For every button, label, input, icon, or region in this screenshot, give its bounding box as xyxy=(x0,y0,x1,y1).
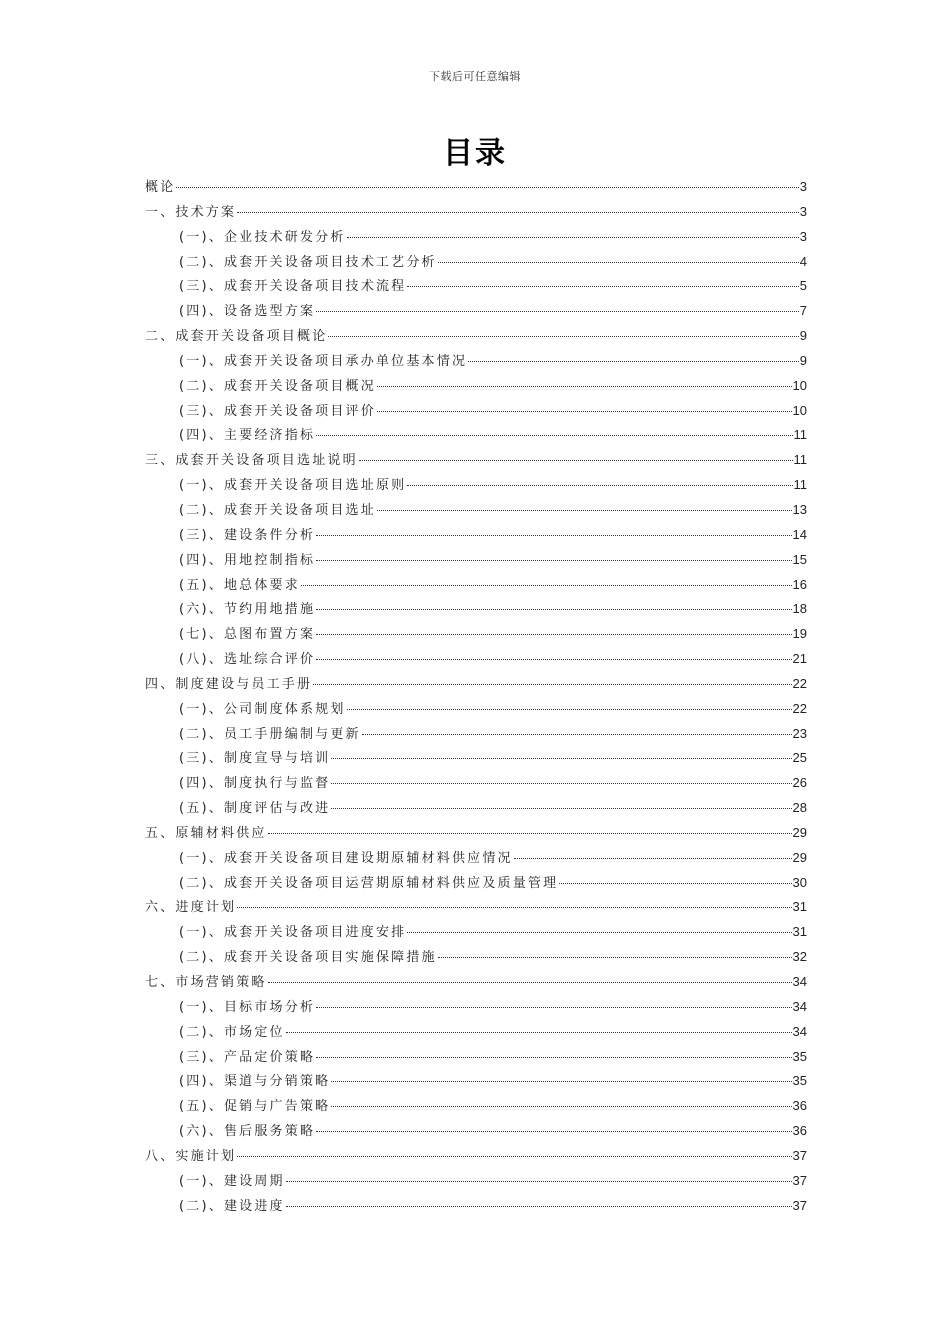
toc-dot-leader xyxy=(331,1106,791,1107)
toc-section-entry[interactable] xyxy=(145,523,807,548)
toc-page-number: 11 xyxy=(793,477,807,493)
toc-page-number: 11 xyxy=(793,427,807,443)
toc-entry-title: (四)、制度执行与监督 xyxy=(179,776,331,792)
toc-entry-title: (四)、渠道与分销策略 xyxy=(179,1074,331,1090)
toc-section-entry[interactable] xyxy=(145,498,807,523)
toc-page-number: 4 xyxy=(799,253,807,269)
toc-entry-title: (五)、制度评估与改进 xyxy=(179,801,331,817)
toc-section-entry[interactable] xyxy=(145,995,807,1020)
toc-section-entry[interactable] xyxy=(145,548,807,573)
toc-section-entry[interactable] xyxy=(145,1094,807,1119)
toc-page-number: 14 xyxy=(792,526,807,542)
toc-dot-leader xyxy=(316,311,799,312)
toc-section-entry[interactable] xyxy=(145,1069,807,1094)
toc-page-number: 13 xyxy=(792,501,807,517)
toc-section-entry[interactable] xyxy=(145,722,807,747)
toc-entry-title: (五)、促销与广告策略 xyxy=(179,1099,331,1115)
toc-section-entry[interactable] xyxy=(145,1169,807,1194)
toc-page-number: 28 xyxy=(792,800,807,816)
toc-section-entry[interactable] xyxy=(145,274,807,299)
toc-dot-leader xyxy=(286,1206,792,1207)
toc-page-number: 3 xyxy=(799,228,807,244)
toc-dot-leader xyxy=(377,510,792,511)
toc-dot-leader xyxy=(313,684,791,685)
toc-entry-title: 一、技术方案 xyxy=(145,204,237,220)
toc-entry-title: (二)、成套开关设备项目选址 xyxy=(179,502,376,518)
toc-section-entry[interactable] xyxy=(145,349,807,374)
toc-dot-leader xyxy=(316,1007,791,1008)
toc-entry-title: (三)、产品定价策略 xyxy=(179,1049,316,1065)
toc-section-entry[interactable] xyxy=(145,573,807,598)
toc-entry-title: (二)、市场定位 xyxy=(179,1024,285,1040)
toc-entry-title: (一)、建设周期 xyxy=(179,1173,285,1189)
toc-page-number: 37 xyxy=(792,1147,807,1163)
toc-section-entry[interactable] xyxy=(145,871,807,896)
toc-dot-leader xyxy=(362,734,792,735)
toc-dot-leader xyxy=(316,535,791,536)
toc-dot-leader xyxy=(316,609,791,610)
toc-page-number: 34 xyxy=(792,998,807,1014)
toc-page-number: 35 xyxy=(792,1048,807,1064)
toc-entry-title: (四)、用地控制指标 xyxy=(179,552,316,568)
toc-dot-leader xyxy=(286,1032,792,1033)
toc-dot-leader xyxy=(377,386,792,387)
toc-dot-leader xyxy=(237,1156,791,1157)
toc-page-number: 16 xyxy=(792,576,807,592)
toc-dot-leader xyxy=(237,907,791,908)
toc-entry-title: (一)、企业技术研发分析 xyxy=(179,229,346,245)
toc-page-number: 30 xyxy=(792,874,807,890)
toc-entry-title: 四、制度建设与员工手册 xyxy=(145,676,313,692)
toc-entry-title: (一)、成套开关设备项目选址原则 xyxy=(179,478,407,494)
toc-entry-title: (四)、主要经济指标 xyxy=(179,428,316,444)
toc-section-entry[interactable] xyxy=(145,945,807,970)
toc-dot-leader xyxy=(359,460,793,461)
toc-page-number: 26 xyxy=(792,775,807,791)
toc-page-number: 32 xyxy=(792,949,807,965)
toc-entry-title: (二)、成套开关设备项目运营期原辅材料供应及质量管理 xyxy=(179,875,559,891)
toc-chapter-entry[interactable] xyxy=(145,175,807,200)
toc-section-entry[interactable] xyxy=(145,473,807,498)
toc-entry-title: (八)、选址综合评价 xyxy=(179,652,316,668)
toc-dot-leader xyxy=(407,286,798,287)
toc-section-entry[interactable] xyxy=(145,846,807,871)
toc-page-number: 37 xyxy=(792,1172,807,1188)
toc-dot-leader xyxy=(438,957,792,958)
toc-dot-leader xyxy=(407,932,791,933)
toc-dot-leader xyxy=(286,1181,792,1182)
toc-page-number: 5 xyxy=(799,278,807,294)
toc-page-number: 21 xyxy=(792,651,807,667)
toc-dot-leader xyxy=(301,585,792,586)
toc-entry-title: (一)、成套开关设备项目建设期原辅材料供应情况 xyxy=(179,850,513,866)
toc-page-number: 23 xyxy=(792,725,807,741)
toc-entry-title: 三、成套开关设备项目选址说明 xyxy=(145,453,358,469)
toc-dot-leader xyxy=(407,485,792,486)
toc-section-entry[interactable] xyxy=(145,1045,807,1070)
toc-page-number: 11 xyxy=(793,452,807,468)
toc-page-number: 7 xyxy=(799,303,807,319)
toc-section-entry[interactable] xyxy=(145,771,807,796)
toc-dot-leader xyxy=(316,560,791,561)
toc-dot-leader xyxy=(347,237,799,238)
toc-chapter-entry[interactable] xyxy=(145,895,807,920)
toc-page-number: 9 xyxy=(799,352,807,368)
toc-entry-title: (六)、售后服务策略 xyxy=(179,1124,316,1140)
toc-page-number: 34 xyxy=(792,974,807,989)
toc-entry-title: 八、实施计划 xyxy=(145,1148,237,1164)
toc-entry-title: (一)、公司制度体系规划 xyxy=(179,701,346,717)
toc-dot-leader xyxy=(176,187,798,188)
toc-dot-leader xyxy=(331,808,791,809)
toc-page-number: 22 xyxy=(792,700,807,716)
table-of-contents xyxy=(145,175,807,1218)
toc-section-entry[interactable] xyxy=(145,1119,807,1144)
toc-title: 目录 xyxy=(443,136,507,171)
toc-page-number: 3 xyxy=(799,179,807,194)
toc-page-number: 36 xyxy=(792,1123,807,1139)
toc-dot-leader xyxy=(316,1131,791,1132)
toc-entry-title: 五、原辅材料供应 xyxy=(145,825,267,841)
toc-entry-title: (四)、设备选型方案 xyxy=(179,304,316,320)
toc-dot-leader xyxy=(316,1057,791,1058)
toc-page-number: 15 xyxy=(792,551,807,567)
toc-dot-leader xyxy=(331,1081,791,1082)
toc-chapter-entry[interactable] xyxy=(145,200,807,225)
toc-page-number: 22 xyxy=(792,675,807,691)
toc-dot-leader xyxy=(331,783,791,784)
toc-page-number: 31 xyxy=(792,899,807,915)
toc-section-entry[interactable] xyxy=(145,225,807,250)
toc-page-number: 36 xyxy=(792,1098,807,1114)
toc-entry-title: (二)、成套开关设备项目实施保障措施 xyxy=(179,950,437,966)
toc-chapter-entry[interactable] xyxy=(145,324,807,349)
toc-entry-title: (三)、制度宣导与培训 xyxy=(179,751,331,767)
toc-entry-title: 六、进度计划 xyxy=(145,900,237,916)
toc-section-entry[interactable] xyxy=(145,399,807,424)
toc-chapter-entry[interactable] xyxy=(145,821,807,846)
toc-section-entry[interactable] xyxy=(145,796,807,821)
toc-chapter-entry[interactable] xyxy=(145,448,807,473)
toc-page-number: 25 xyxy=(792,750,807,766)
toc-dot-leader xyxy=(316,659,791,660)
toc-section-entry[interactable] xyxy=(145,250,807,275)
toc-page-number: 3 xyxy=(799,203,807,219)
toc-dot-leader xyxy=(316,634,791,635)
toc-entry-title: (二)、建设进度 xyxy=(179,1198,285,1214)
toc-page-number: 31 xyxy=(792,924,807,940)
toc-entry-title: (一)、目标市场分析 xyxy=(179,999,316,1015)
toc-section-entry[interactable] xyxy=(145,647,807,672)
toc-dot-leader xyxy=(377,411,792,412)
toc-dot-leader xyxy=(347,709,792,710)
toc-dot-leader xyxy=(559,883,791,884)
toc-page-number: 9 xyxy=(799,328,807,344)
toc-section-entry[interactable] xyxy=(145,920,807,945)
page-header-note: 下载后可任意编辑 xyxy=(429,70,521,83)
toc-entry-title: (三)、建设条件分析 xyxy=(179,527,316,543)
toc-entry-title: (五)、地总体要求 xyxy=(179,577,300,593)
toc-chapter-entry[interactable] xyxy=(145,970,807,995)
toc-page-number: 10 xyxy=(792,377,807,393)
toc-chapter-entry[interactable] xyxy=(145,672,807,697)
toc-dot-leader xyxy=(331,758,791,759)
toc-entry-title: (三)、成套开关设备项目技术流程 xyxy=(179,279,407,295)
toc-dot-leader xyxy=(514,858,792,859)
toc-dot-leader xyxy=(468,361,799,362)
toc-page-number: 34 xyxy=(792,1023,807,1039)
toc-entry-title: 二、成套开关设备项目概论 xyxy=(145,329,328,345)
toc-entry-title: (二)、员工手册编制与更新 xyxy=(179,726,361,742)
toc-section-entry[interactable] xyxy=(145,597,807,622)
toc-dot-leader xyxy=(268,982,792,983)
toc-dot-leader xyxy=(237,212,799,213)
toc-page-number: 35 xyxy=(792,1073,807,1089)
toc-entry-title: (二)、成套开关设备项目技术工艺分析 xyxy=(179,254,437,270)
toc-page-number: 19 xyxy=(792,626,807,642)
toc-entry-title: 七、市场营销策略 xyxy=(145,975,267,990)
toc-entry-title: (一)、成套开关设备项目进度安排 xyxy=(179,925,407,941)
toc-section-entry[interactable] xyxy=(145,746,807,771)
toc-page-number: 18 xyxy=(792,601,807,617)
toc-entry-title: (二)、成套开关设备项目概况 xyxy=(179,378,376,394)
toc-section-entry[interactable] xyxy=(145,1194,807,1219)
toc-entry-title: (六)、节约用地措施 xyxy=(179,602,316,618)
toc-section-entry[interactable] xyxy=(145,374,807,399)
toc-dot-leader xyxy=(438,262,799,263)
toc-entry-title: (一)、成套开关设备项目承办单位基本情况 xyxy=(179,353,468,369)
toc-page-number: 29 xyxy=(792,849,807,865)
toc-section-entry[interactable] xyxy=(145,1020,807,1045)
toc-dot-leader xyxy=(328,336,798,337)
toc-page-number: 10 xyxy=(792,402,807,418)
toc-section-entry[interactable] xyxy=(145,299,807,324)
toc-section-entry[interactable] xyxy=(145,423,807,448)
toc-chapter-entry[interactable] xyxy=(145,1144,807,1169)
toc-entry-title: (三)、成套开关设备项目评价 xyxy=(179,403,376,419)
toc-section-entry[interactable] xyxy=(145,622,807,647)
toc-dot-leader xyxy=(316,435,792,436)
toc-entry-title: (七)、总图布置方案 xyxy=(179,627,316,643)
toc-page-number: 29 xyxy=(792,824,807,840)
toc-page-number: 37 xyxy=(792,1197,807,1213)
toc-dot-leader xyxy=(268,833,792,834)
toc-entry-title: 概论 xyxy=(145,180,176,195)
toc-section-entry[interactable] xyxy=(145,697,807,722)
